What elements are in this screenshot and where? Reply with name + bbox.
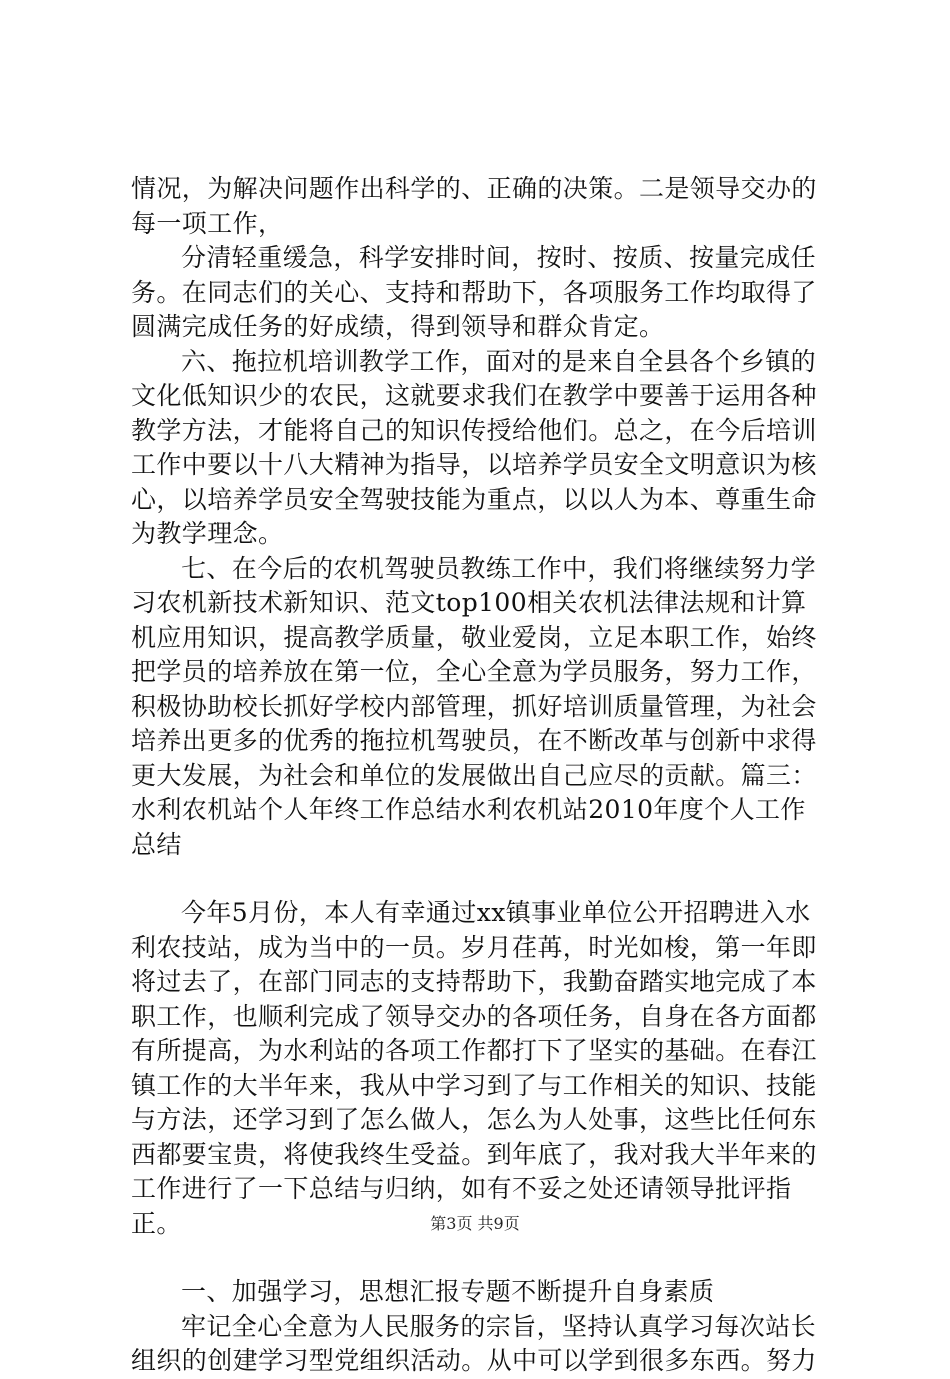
page-number-footer: 第3页 共9页 — [430, 1214, 520, 1233]
paragraph-study: 牢记全心全意为人民服务的宗旨，坚持认真学习每次站长组织的创建学习型党组织活动。从中可以学到很多东西。努力 — [131, 1311, 817, 1375]
paragraph-gap — [131, 1241, 831, 1275]
paragraph-year-intro: 今年5月份，本人有幸通过xx镇事业单位公开招聘进入水利农技站，成为当中的一员。岁月荏苒，时光如梭，第一年即将过去了，在部门同志的支持帮助下，我勤奋踏实地完成了本职工作，也顺利完成了领导交办的各项任务，自身在各方面都有所提高，为水利站的各项工作都打下了坚实的基础。在春江镇工作的大半年来，我从中学习到了与工作相关的知识、技能与方法，还学习到了怎么做人，怎么为人处事，这些比任何东西都要宝贵，将使我终生受益。到年底了，我对我大半年来的工作进行了一下总结与归纳，如有不妥之处还请领导批评指正。 — [131, 898, 817, 1238]
paragraph-gap — [131, 862, 831, 896]
paragraph-section-seven: 七、在今后的农机驾驶员教练工作中，我们将继续努力学习农机新技术新知识、范文top100相关农机法律法规和计算机应用知识，提高教学质量，敬业爱岗，立足本职工作，始终把学员的培养放在第一位，全心全意为学员服务，努力工作，积极协助校长抓好学校内部管理，抓好培训质量管理，为社会培养出更多的优秀的拖拉机驾驶员，在不断改革与创新中求得更大发展，为社会和单位的发展做出自己应尽的贡献。篇三：水利农机站个人年终工作总结水利农机站2010年度个人工作总结 — [131, 553, 817, 859]
section-heading-study: 一、加强学习，思想汇报专题不断提升自身素质 — [181, 1277, 715, 1306]
paragraph-section-six: 六、拖拉机培训教学工作，面对的是来自全县各个乡镇的文化低知识少的农民，这就要求我们在教学中要善于运用各种教学方法，才能将自己的知识传授给他们。总之，在今后培训工作中要以十八大精神为指导，以培养学员安全文明意识为核心，以培养学员安全驾驶技能为重点，以以人为本、尊重生命为教学理念。 — [131, 346, 817, 548]
paragraph-continuation: 情况，为解决问题作出科学的、正确的决策。二是领导交办的每一项工作， — [131, 174, 817, 238]
paragraph-task-arrangement: 分清轻重缓急，科学安排时间，按时、按质、按量完成任务。在同志们的关心、支持和帮助下，各项服务工作均取得了圆满完成任务的好成绩，得到领导和群众肯定。 — [131, 243, 817, 341]
document-body — [131, 172, 831, 1379]
